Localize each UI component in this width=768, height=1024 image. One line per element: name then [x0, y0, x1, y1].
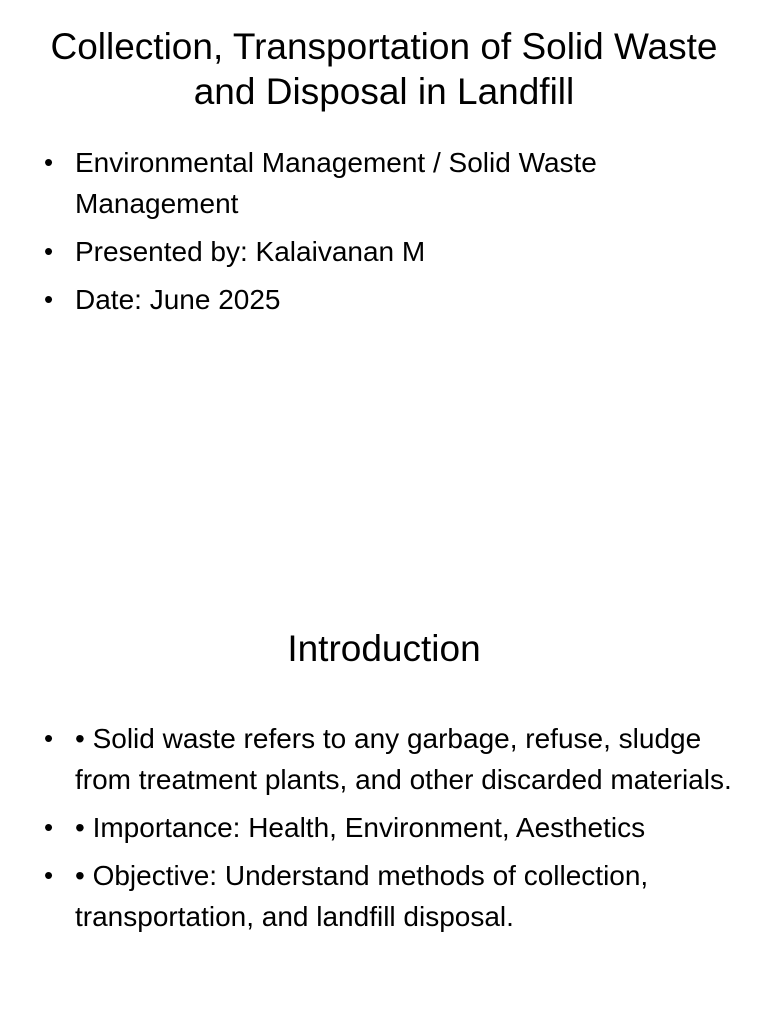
bullet-text: Date: June 2025	[75, 284, 281, 315]
bullet-icon: •	[44, 812, 54, 842]
list-item	[44, 231, 738, 272]
list-item	[44, 855, 738, 937]
bullet-text: Environmental Management / Solid Waste Management	[75, 147, 597, 219]
bullet-text: • Solid waste refers to any garbage, refuse, sludge from treatment plants, and other discarded materials.	[75, 723, 732, 795]
slide-title: Introduction	[287, 628, 481, 669]
bullet-text: • Objective: Understand methods of collection, transportation, and landfill disposal.	[75, 860, 649, 932]
bullet-list	[44, 718, 738, 944]
bullet-icon: •	[44, 284, 54, 314]
slide-title: Collection, Transportation of Solid Waste and Disposal in Landfill	[50, 26, 718, 113]
list-item	[44, 142, 738, 224]
bullet-text: • Importance: Health, Environment, Aesthetics	[75, 812, 646, 843]
list-item	[44, 807, 738, 848]
list-item	[44, 279, 738, 320]
bullet-icon: •	[44, 860, 54, 890]
bullet-list	[44, 142, 738, 327]
list-item	[44, 718, 738, 800]
bullet-icon: •	[44, 723, 54, 753]
bullet-icon: •	[44, 147, 54, 177]
bullet-text: Presented by: Kalaivanan M	[75, 236, 426, 267]
bullet-icon: •	[44, 236, 54, 266]
slide-introduction	[0, 576, 768, 1024]
